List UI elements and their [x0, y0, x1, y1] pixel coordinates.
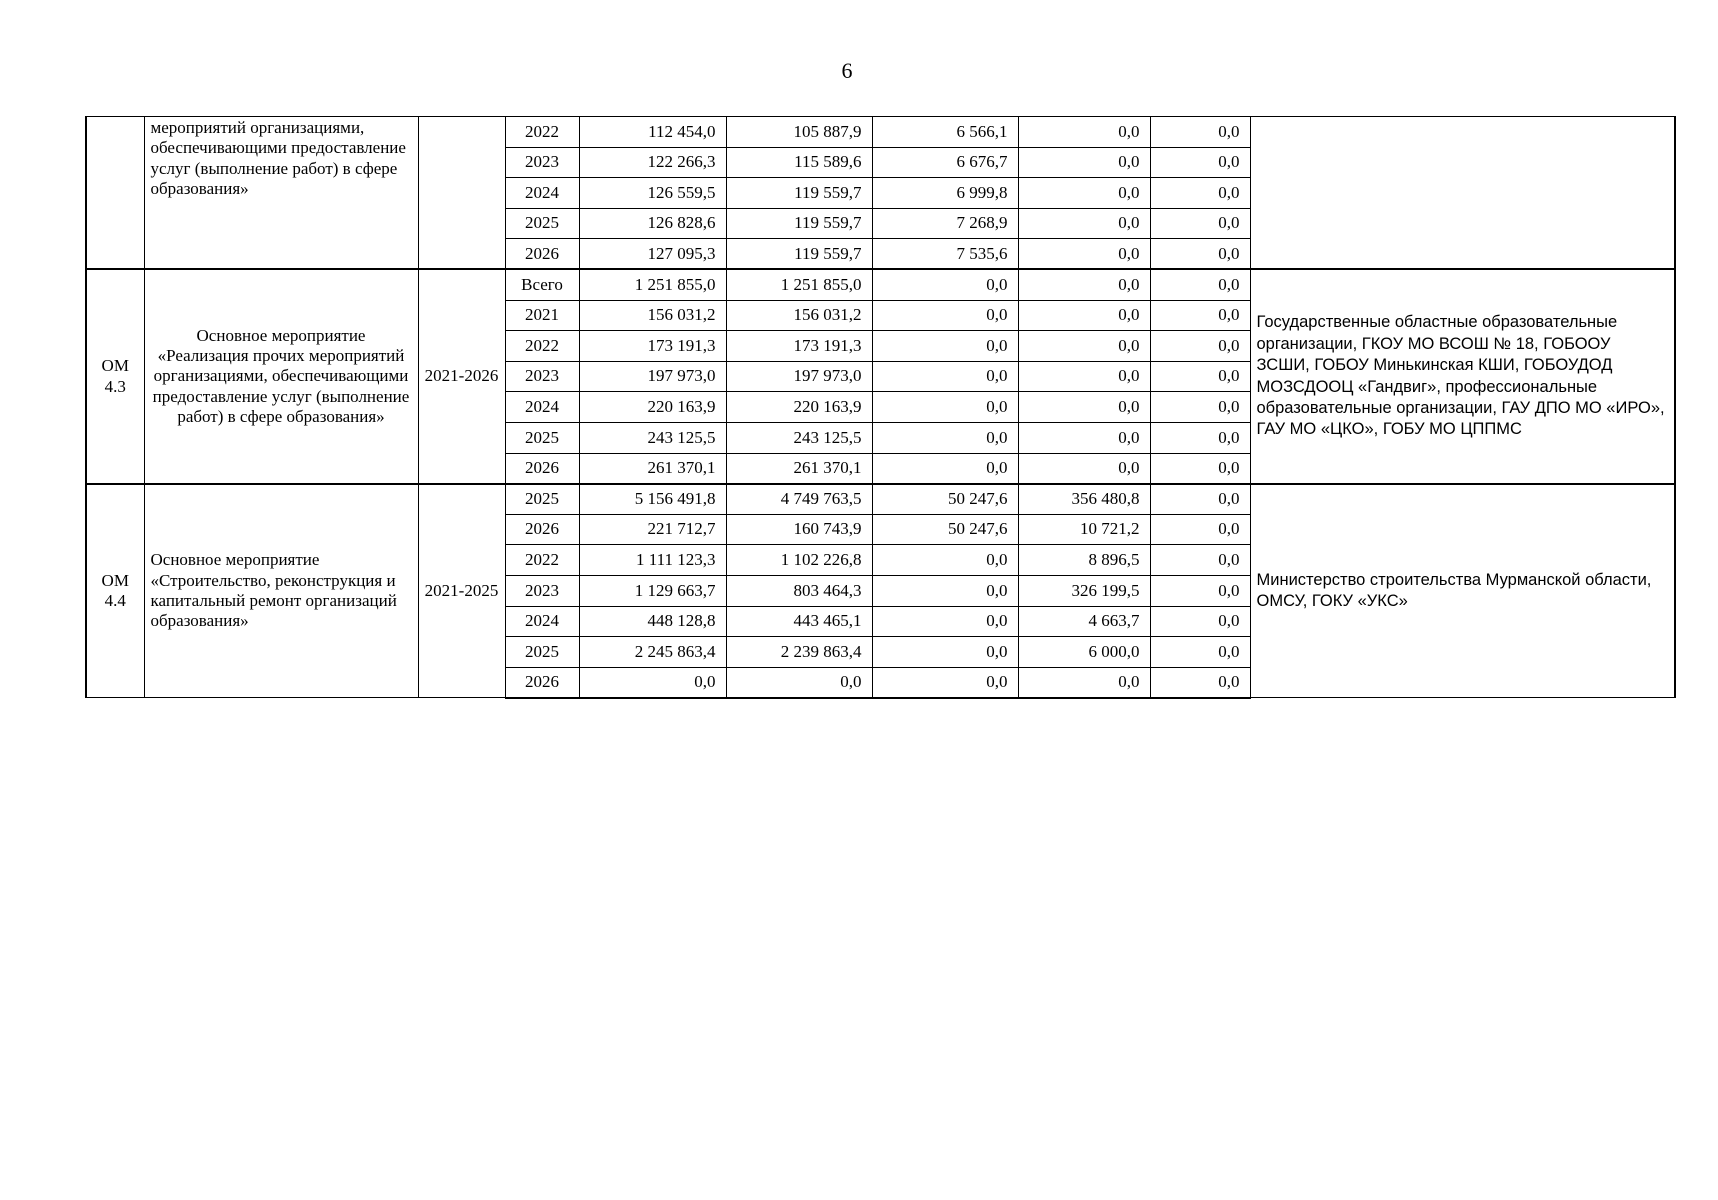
regional-budget-cell: 220 163,9	[726, 392, 872, 423]
year-cell: 2023	[505, 361, 579, 392]
federal-budget-cell: 0,0	[872, 545, 1018, 576]
total-amount-cell: 122 266,3	[579, 147, 726, 178]
other-sources-cell: 0,0	[1150, 606, 1250, 637]
total-amount-cell: 243 125,5	[579, 422, 726, 453]
federal-budget-cell: 7 535,6	[872, 239, 1018, 270]
other-sources-cell: 0,0	[1150, 239, 1250, 270]
federal-budget-cell: 0,0	[872, 361, 1018, 392]
year-cell: 2026	[505, 667, 579, 698]
total-amount-cell: 448 128,8	[579, 606, 726, 637]
local-budget-cell: 326 199,5	[1018, 575, 1150, 606]
federal-budget-cell: 0,0	[872, 667, 1018, 698]
local-budget-cell: 0,0	[1018, 422, 1150, 453]
year-cell: 2022	[505, 117, 579, 148]
executors-cell: Министерство строительства Мурманской области, ОМСУ, ГОКУ «УКС»	[1250, 484, 1675, 698]
other-sources-cell: 0,0	[1150, 484, 1250, 515]
other-sources-cell: 0,0	[1150, 208, 1250, 239]
other-sources-cell: 0,0	[1150, 178, 1250, 209]
other-sources-cell: 0,0	[1150, 575, 1250, 606]
regional-budget-cell: 1 102 226,8	[726, 545, 872, 576]
federal-budget-cell: 0,0	[872, 269, 1018, 300]
measure-code-cell: ОМ 4.4	[86, 484, 144, 698]
year-cell: 2025	[505, 208, 579, 239]
local-budget-cell: 0,0	[1018, 392, 1150, 423]
other-sources-cell: 0,0	[1150, 422, 1250, 453]
federal-budget-cell: 0,0	[872, 606, 1018, 637]
year-cell: 2021	[505, 300, 579, 331]
regional-budget-cell: 2 239 863,4	[726, 637, 872, 668]
year-cell: 2025	[505, 484, 579, 515]
executors-cell	[1250, 117, 1675, 270]
regional-budget-cell: 173 191,3	[726, 331, 872, 362]
year-cell: 2025	[505, 422, 579, 453]
total-amount-cell: 1 111 123,3	[579, 545, 726, 576]
other-sources-cell: 0,0	[1150, 361, 1250, 392]
year-cell: 2025	[505, 637, 579, 668]
total-amount-cell: 221 712,7	[579, 514, 726, 545]
total-amount-cell: 127 095,3	[579, 239, 726, 270]
program-financing-table	[85, 116, 1676, 699]
regional-budget-cell: 119 559,7	[726, 208, 872, 239]
year-cell: 2026	[505, 239, 579, 270]
local-budget-cell: 10 721,2	[1018, 514, 1150, 545]
other-sources-cell: 0,0	[1150, 331, 1250, 362]
implementation-period-cell	[418, 117, 505, 270]
regional-budget-cell: 119 559,7	[726, 239, 872, 270]
regional-budget-cell: 105 887,9	[726, 117, 872, 148]
total-amount-cell: 126 828,6	[579, 208, 726, 239]
year-cell: 2022	[505, 331, 579, 362]
federal-budget-cell: 0,0	[872, 422, 1018, 453]
local-budget-cell: 0,0	[1018, 331, 1150, 362]
local-budget-cell: 8 896,5	[1018, 545, 1150, 576]
year-cell: 2024	[505, 606, 579, 637]
other-sources-cell: 0,0	[1150, 453, 1250, 484]
table-body	[86, 117, 1675, 698]
year-cell: 2023	[505, 147, 579, 178]
local-budget-cell: 4 663,7	[1018, 606, 1150, 637]
total-amount-cell: 156 031,2	[579, 300, 726, 331]
federal-budget-cell: 50 247,6	[872, 514, 1018, 545]
local-budget-cell: 0,0	[1018, 178, 1150, 209]
local-budget-cell: 356 480,8	[1018, 484, 1150, 515]
total-amount-cell: 197 973,0	[579, 361, 726, 392]
federal-budget-cell: 0,0	[872, 392, 1018, 423]
year-cell: 2024	[505, 178, 579, 209]
regional-budget-cell: 1 251 855,0	[726, 269, 872, 300]
total-amount-cell: 1 129 663,7	[579, 575, 726, 606]
other-sources-cell: 0,0	[1150, 147, 1250, 178]
table-row	[86, 117, 1675, 148]
other-sources-cell: 0,0	[1150, 637, 1250, 668]
total-amount-cell: 261 370,1	[579, 453, 726, 484]
other-sources-cell: 0,0	[1150, 117, 1250, 148]
federal-budget-cell: 6 999,8	[872, 178, 1018, 209]
other-sources-cell: 0,0	[1150, 545, 1250, 576]
measure-name-cell: мероприятий организациями, обеспечивающими предоставление услуг (выполнение работ) в сфере образования»	[144, 117, 418, 270]
total-amount-cell: 126 559,5	[579, 178, 726, 209]
total-amount-cell: 220 163,9	[579, 392, 726, 423]
table-row	[86, 484, 1675, 515]
other-sources-cell: 0,0	[1150, 269, 1250, 300]
year-cell: 2023	[505, 575, 579, 606]
implementation-period-cell: 2021-2026	[418, 269, 505, 483]
measure-code-cell: ОМ 4.3	[86, 269, 144, 483]
other-sources-cell: 0,0	[1150, 392, 1250, 423]
regional-budget-cell: 243 125,5	[726, 422, 872, 453]
federal-budget-cell: 0,0	[872, 453, 1018, 484]
year-cell: 2026	[505, 453, 579, 484]
local-budget-cell: 0,0	[1018, 361, 1150, 392]
regional-budget-cell: 115 589,6	[726, 147, 872, 178]
regional-budget-cell: 156 031,2	[726, 300, 872, 331]
page-number: 6	[841, 58, 853, 83]
executors-cell: Государственные областные образовательные организации, ГКОУ МО ВСОШ № 18, ГОБООУ ЗСШИ, ГОБОУ Минькинская КШИ, ГОБОУДОД МОЗСДООЦ «Гандвиг», профессиональные образовательные организации, ГАУ ДПО МО «ИРО», ГАУ МО «ЦКО», ГОБУ МО ЦППМС	[1250, 269, 1675, 483]
total-amount-cell: 5 156 491,8	[579, 484, 726, 515]
local-budget-cell: 0,0	[1018, 208, 1150, 239]
local-budget-cell: 6 000,0	[1018, 637, 1150, 668]
measure-name-cell: Основное мероприятие «Реализация прочих мероприятий организациями, обеспечивающими предоставление услуг (выполнение работ) в сфере образования»	[144, 269, 418, 483]
regional-budget-cell: 0,0	[726, 667, 872, 698]
year-cell: 2022	[505, 545, 579, 576]
implementation-period-cell: 2021-2025	[418, 484, 505, 698]
local-budget-cell: 0,0	[1018, 239, 1150, 270]
local-budget-cell: 0,0	[1018, 667, 1150, 698]
regional-budget-cell: 160 743,9	[726, 514, 872, 545]
table-row	[86, 269, 1675, 300]
measure-code-cell	[86, 117, 144, 270]
federal-budget-cell: 0,0	[872, 575, 1018, 606]
federal-budget-cell: 0,0	[872, 331, 1018, 362]
regional-budget-cell: 261 370,1	[726, 453, 872, 484]
federal-budget-cell: 7 268,9	[872, 208, 1018, 239]
other-sources-cell: 0,0	[1150, 300, 1250, 331]
year-cell: Всего	[505, 269, 579, 300]
federal-budget-cell: 0,0	[872, 300, 1018, 331]
total-amount-cell: 0,0	[579, 667, 726, 698]
local-budget-cell: 0,0	[1018, 117, 1150, 148]
total-amount-cell: 112 454,0	[579, 117, 726, 148]
total-amount-cell: 173 191,3	[579, 331, 726, 362]
other-sources-cell: 0,0	[1150, 514, 1250, 545]
federal-budget-cell: 6 566,1	[872, 117, 1018, 148]
regional-budget-cell: 4 749 763,5	[726, 484, 872, 515]
regional-budget-cell: 119 559,7	[726, 178, 872, 209]
federal-budget-cell: 0,0	[872, 637, 1018, 668]
measure-name-cell: Основное мероприятие «Строительство, реконструкция и капитальный ремонт организаций образования»	[144, 484, 418, 698]
local-budget-cell: 0,0	[1018, 269, 1150, 300]
federal-budget-cell: 6 676,7	[872, 147, 1018, 178]
total-amount-cell: 2 245 863,4	[579, 637, 726, 668]
federal-budget-cell: 50 247,6	[872, 484, 1018, 515]
local-budget-cell: 0,0	[1018, 300, 1150, 331]
local-budget-cell: 0,0	[1018, 147, 1150, 178]
year-cell: 2026	[505, 514, 579, 545]
other-sources-cell: 0,0	[1150, 667, 1250, 698]
year-cell: 2024	[505, 392, 579, 423]
regional-budget-cell: 443 465,1	[726, 606, 872, 637]
local-budget-cell: 0,0	[1018, 453, 1150, 484]
total-amount-cell: 1 251 855,0	[579, 269, 726, 300]
regional-budget-cell: 197 973,0	[726, 361, 872, 392]
regional-budget-cell: 803 464,3	[726, 575, 872, 606]
